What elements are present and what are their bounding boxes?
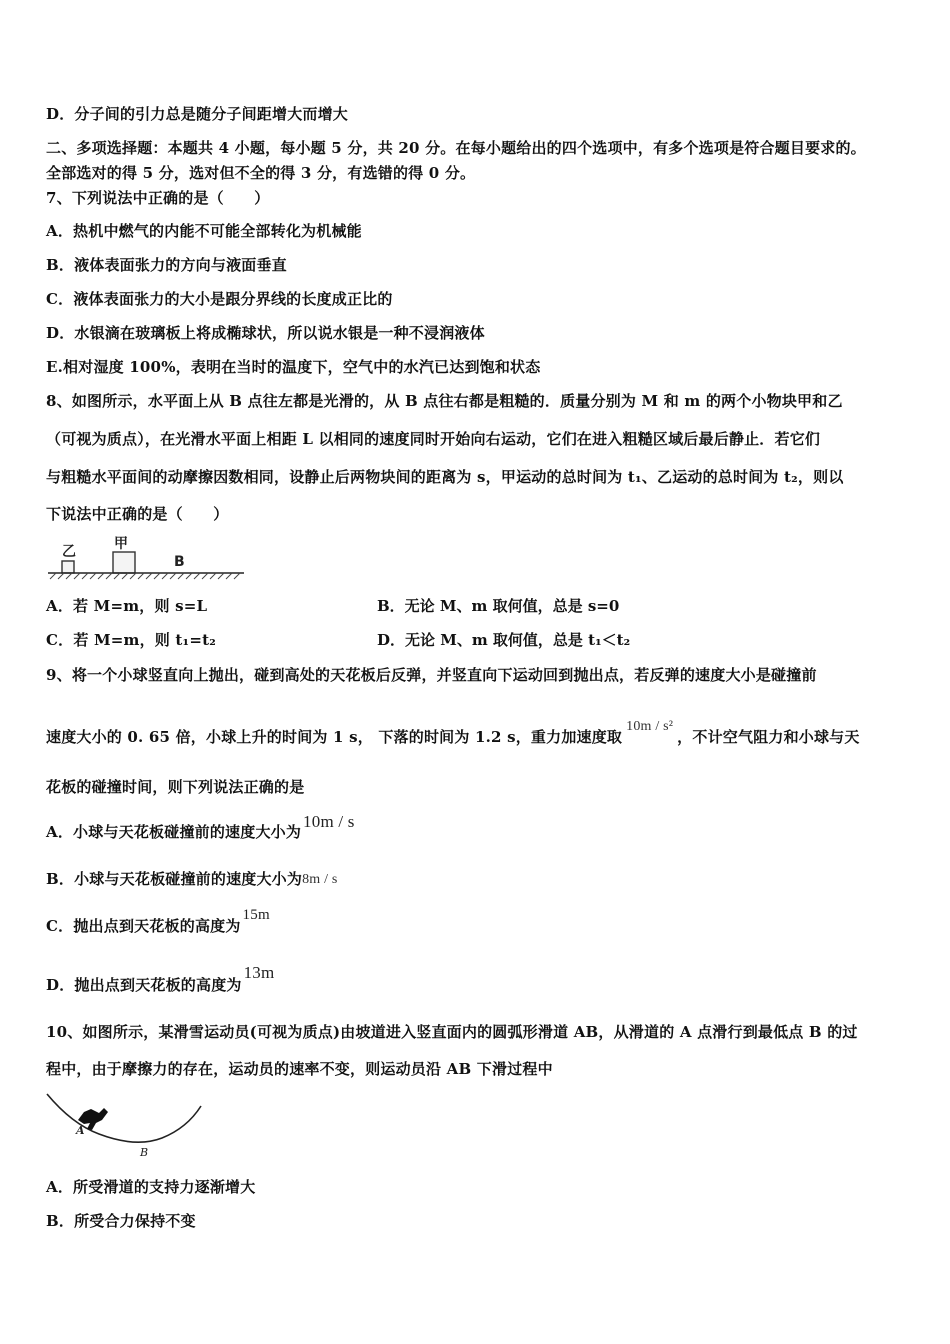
q7-option-e: E.相对湿度 100%，表明在当时的温度下，空气中的水汽已达到饱和状态 <box>46 358 541 376</box>
q9-option-c <box>46 907 270 936</box>
q9-stem-line2-text: 速度大小的 0. 65 倍，小球上升的时间为 1 s， 下落的时间为 1.2 s，重力加速度取 <box>46 728 623 746</box>
fig8-label-b: B <box>174 554 185 570</box>
q9-option-b-text: B．小球与天花板碰撞前的速度大小为 <box>46 870 303 888</box>
fig10-label-b: B <box>140 1146 149 1159</box>
block-yi <box>62 561 74 573</box>
q9-stem-line2 <box>46 719 860 747</box>
q9-stem-line2-tail: ，不计空气阻力和小球与天 <box>677 728 860 746</box>
fig8-label-jia: 甲 <box>114 536 128 552</box>
q9-option-a <box>46 812 355 842</box>
q9-option-b <box>46 868 338 889</box>
q7-option-a: A．热机中燃气的内能不可能全部转化为机械能 <box>46 222 362 240</box>
q8-stem-line2: （可视为质点），在光滑水平面上相距 L 以相同的速度同时开始向右运动，它们在进入粗糙区域后最后静止．若它们 <box>46 430 821 448</box>
section2-header-line2: 全部选对的得 5 分，选对但不全的得 3 分，有选错的得 0 分。 <box>46 164 476 182</box>
q8-stem-line4: 下说法中正确的是（ ） <box>46 505 229 523</box>
q9-option-c-value: 15m <box>242 907 270 923</box>
q7-option-b: B．液体表面张力的方向与液面垂直 <box>46 256 287 274</box>
section2-header-line1: 二、多项选择题：本题共 4 小题，每小题 5 分，共 20 分。在每小题给出的四个选项中，有多个选项是符合题目要求的。 <box>46 139 866 157</box>
q7-option-c: C．液体表面张力的大小是跟分界线的长度成正比的 <box>46 290 393 308</box>
q10-option-b: B．所受合力保持不变 <box>46 1212 196 1230</box>
q9-option-c-text: C．抛出点到天花板的高度为 <box>46 917 241 935</box>
arc-track <box>47 1094 201 1142</box>
fig8-label-yi: 乙 <box>62 544 76 560</box>
q8-stem-line1: 8、如图所示，水平面上从 B 点往左都是光滑的，从 B 点往右都是粗糙的．质量分别为 M 和 m 的两个小物块甲和乙 <box>46 392 843 410</box>
q8-option-c: C．若 M=m，则 t₁=t₂ <box>46 631 216 649</box>
q9-option-d-text: D．抛出点到天花板的高度为 <box>46 976 242 994</box>
q9-stem-line1: 9、将一个小球竖直向上抛出，碰到高处的天花板后反弹，并竖直向下运动回到抛出点，若反弹的速度大小是碰撞前 <box>46 666 817 684</box>
q10-stem-line2: 程中，由于摩擦力的存在，运动员的速率不变，则运动员沿 AB 下滑过程中 <box>46 1060 553 1078</box>
q8-option-d: D．无论 M、m 取何值，总是 t₁＜t₂ <box>377 631 631 649</box>
q9-stem-line3: 花板的碰撞时间，则下列说法正确的是 <box>46 778 305 796</box>
q8-option-a: A．若 M=m，则 s=L <box>46 597 208 615</box>
q8-option-b: B．无论 M、m 取何值，总是 s=0 <box>377 597 620 615</box>
q10-figure <box>44 1090 209 1160</box>
q7-option-d: D．水银滴在玻璃板上将成椭球状，所以说水银是一种不浸润液体 <box>46 324 485 342</box>
q9-gravity-value: 10m / s² <box>626 719 674 734</box>
q8-figure <box>46 532 246 582</box>
fig10-label-a: A <box>76 1124 85 1137</box>
q6-option-d: D．分子间的引力总是随分子间距增大而增大 <box>46 105 349 123</box>
q9-option-d <box>46 963 275 995</box>
ground-hatch <box>50 573 240 579</box>
q7-stem: 7、下列说法中正确的是（ ） <box>46 189 270 207</box>
q9-option-b-value: 8m / s <box>302 872 338 887</box>
q10-option-a: A．所受滑道的支持力逐渐增大 <box>46 1178 256 1196</box>
block-jia <box>113 552 135 573</box>
q10-stem-line1: 10、如图所示，某滑雪运动员(可视为质点)由坡道进入竖直面内的圆弧形滑道 AB，从滑道的 A 点滑行到最低点 B 的过 <box>46 1023 858 1041</box>
q9-option-d-value: 13m <box>243 963 275 982</box>
q8-stem-line3: 与粗糙水平面间的动摩擦因数相同，设静止后两物块间的距离为 s，甲运动的总时间为 t₁、乙运动的总时间为 t₂，则以 <box>46 468 844 486</box>
q9-option-a-text: A．小球与天花板碰撞前的速度大小为 <box>46 823 302 841</box>
q9-option-a-value: 10m / s <box>303 812 355 831</box>
